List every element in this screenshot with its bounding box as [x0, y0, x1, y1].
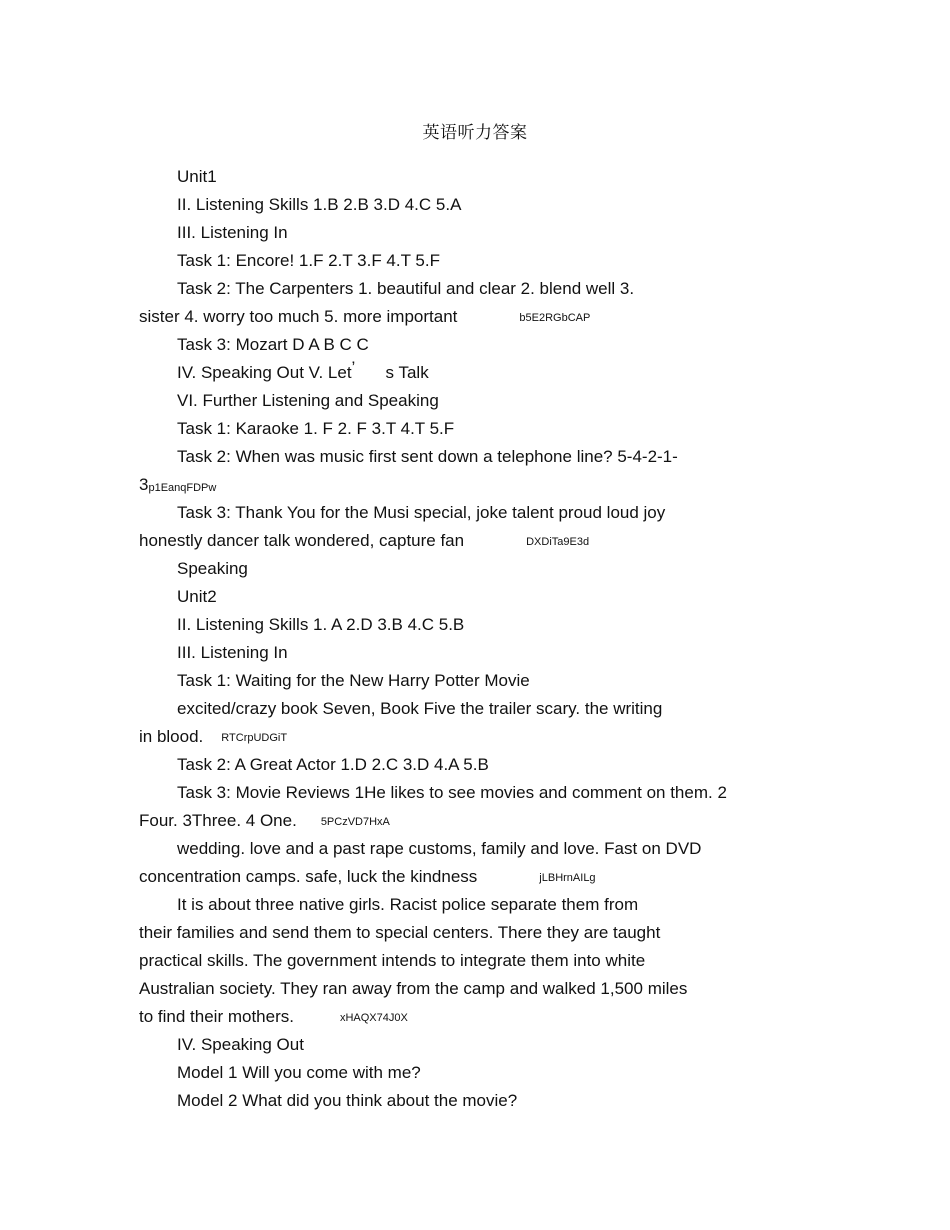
- text-line: II. Listening Skills 1.B 2.B 3.D 4.C 5.A: [177, 195, 462, 214]
- text-line: [139, 723, 819, 751]
- text-line: II. Listening Skills 1. A 2.D 3.B 4.C 5.B: [177, 615, 465, 634]
- text-line: [139, 527, 819, 555]
- text-line: wedding. love and a past rape customs, family and love. Fast on DVD: [177, 839, 702, 858]
- text-line-content: 3: [139, 475, 149, 494]
- document-title: 英语听力答案: [422, 123, 528, 143]
- unit-heading: Unit1: [177, 167, 217, 186]
- text-line: excited/crazy book Seven, Book Five the trailer scary. the writing: [177, 699, 663, 718]
- text-line-content: concentration camps. safe, luck the kindness: [139, 867, 478, 886]
- document-body: [139, 163, 819, 1115]
- text-line-content: Four. 3Three. 4 One.: [139, 811, 297, 830]
- text-line: [139, 359, 819, 387]
- text-line-content: honestly dancer talk wondered, capture fan: [139, 531, 465, 550]
- text-line: practical skills. The government intends to integrate them into white: [139, 951, 646, 970]
- text-line: Task 1: Waiting for the New Harry Potter Movie: [177, 671, 530, 690]
- text-line: [139, 1003, 819, 1031]
- text-line: It is about three native girls. Racist police separate them from: [177, 895, 639, 914]
- watermark-code: xHAQX74J0X: [339, 1012, 408, 1024]
- text-line: Task 3: Mozart D A B C C: [177, 335, 369, 354]
- text-line: Task 2: The Carpenters 1. beautiful and clear 2. blend well 3.: [177, 279, 635, 298]
- watermark-code: DXDiTa9E3d: [526, 536, 590, 548]
- text-line: Task 2: A Great Actor 1.D 2.C 3.D 4.A 5.B: [177, 755, 489, 774]
- text-line-content: to find their mothers.: [139, 1007, 294, 1026]
- text-line: Task 3: Movie Reviews 1He likes to see movies and comment on them. 2: [177, 783, 727, 802]
- apostrophe: ’: [351, 358, 356, 377]
- text-line: [139, 863, 819, 891]
- text-line: IV. Speaking Out: [177, 1035, 304, 1054]
- text-line-content: IV. Speaking Out V. Let: [177, 363, 352, 382]
- text-line: [139, 807, 819, 835]
- text-line: Model 2 What did you think about the movie?: [177, 1091, 518, 1110]
- watermark-code: 5PCzVD7HxA: [320, 816, 390, 828]
- watermark-code: p1EanqFDPw: [148, 482, 217, 494]
- unit-heading: Unit2: [177, 587, 217, 606]
- text-line: Speaking: [177, 559, 248, 578]
- text-line-content: sister 4. worry too much 5. more important: [139, 307, 458, 326]
- text-line: Task 1: Encore! 1.F 2.T 3.F 4.T 5.F: [177, 251, 440, 270]
- text-line: VI. Further Listening and Speaking: [177, 391, 439, 410]
- watermark-code: RTCrpUDGiT: [221, 732, 288, 744]
- watermark-code: jLBHrnAILg: [539, 872, 596, 884]
- text-line-content: in blood.: [139, 727, 204, 746]
- text-line: Task 3: Thank You for the Musi special, joke talent proud loud joy: [177, 503, 666, 522]
- text-line: their families and send them to special centers. There they are taught: [139, 923, 661, 942]
- text-line: Australian society. They ran away from the camp and walked 1,500 miles: [139, 979, 688, 998]
- text-line: [139, 471, 819, 499]
- text-line-content: s Talk: [385, 363, 429, 382]
- text-line: III. Listening In: [177, 223, 288, 242]
- watermark-code: b5E2RGbCAP: [519, 312, 591, 324]
- text-line: Task 2: When was music first sent down a telephone line? 5-4-2-1-: [177, 447, 678, 466]
- text-line: [139, 303, 819, 331]
- text-line: Task 1: Karaoke 1. F 2. F 3.T 4.T 5.F: [177, 419, 455, 438]
- text-line: Model 1 Will you come with me?: [177, 1063, 421, 1082]
- text-line: III. Listening In: [177, 643, 288, 662]
